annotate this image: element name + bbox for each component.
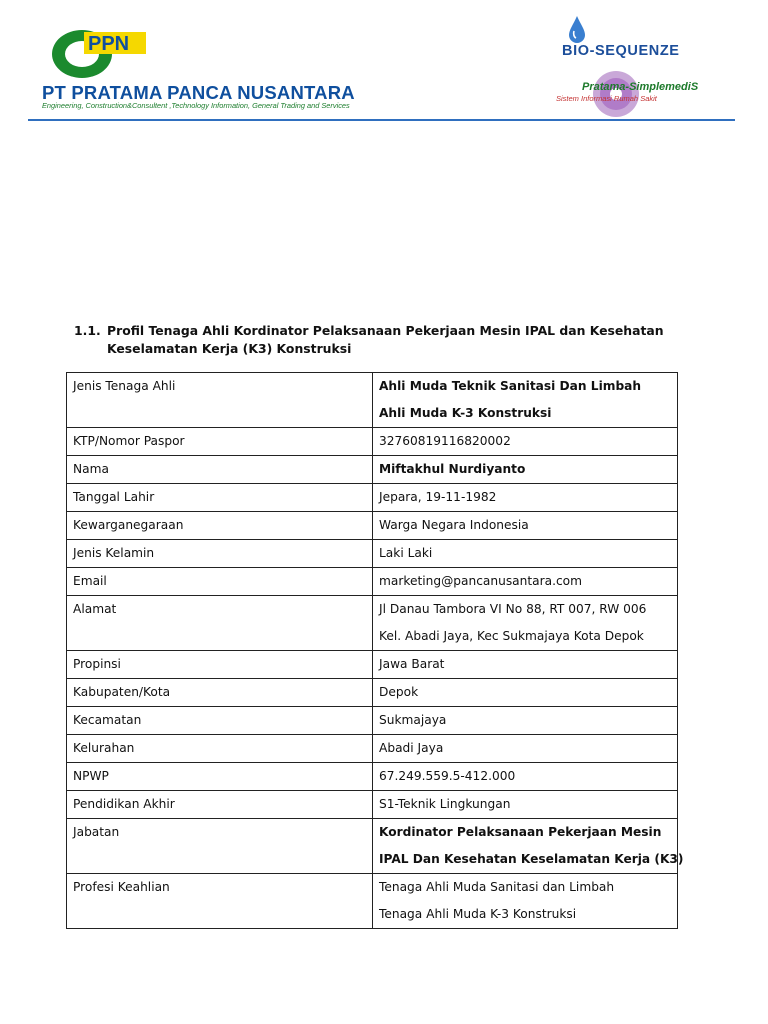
field-value-line: Laki Laki [379, 546, 433, 560]
field-value-line: Warga Negara Indonesia [379, 518, 529, 532]
bio-sequenze-logo: BIO-SEQUENZE [562, 43, 680, 59]
field-value [373, 456, 678, 484]
field-value-line: Kordinator Pelaksanaan Pekerjaan Mesin [379, 825, 662, 839]
pratama-simplemedis-subtitle: Sistem Informasi Rumah Sakit [556, 94, 657, 103]
field-value-line: Jl Danau Tambora VI No 88, RT 007, RW 006 [379, 602, 647, 616]
table-row [67, 707, 678, 735]
field-value [373, 679, 678, 707]
field-label [67, 484, 373, 512]
field-value [373, 596, 678, 651]
field-value-line: Ahli Muda Teknik Sanitasi Dan Limbah [379, 379, 642, 393]
table-row [67, 568, 678, 596]
profile-table [66, 372, 684, 929]
table-row [67, 735, 678, 763]
field-value-line: Kel. Abadi Jaya, Kec Sukmajaya Kota Depok [379, 629, 644, 643]
field-value-line: Tenaga Ahli Muda K-3 Konstruksi [379, 907, 577, 921]
field-value-line: Jawa Barat [379, 657, 445, 671]
field-label-text: Jenis Kelamin [73, 546, 155, 560]
field-value [373, 763, 678, 791]
field-label-text: Profesi Keahlian [73, 880, 170, 894]
table-row [67, 428, 678, 456]
table-row [67, 540, 678, 568]
table-row [67, 512, 678, 540]
field-label-text: Kecamatan [73, 713, 142, 727]
field-value-line: Ahli Muda K-3 Konstruksi [379, 406, 552, 420]
field-value-line: 32760819116820002 [379, 434, 511, 448]
ppn-logo [48, 26, 156, 82]
field-label-text: Alamat [73, 602, 117, 616]
field-label [67, 373, 373, 428]
field-value [373, 651, 678, 679]
field-label [67, 791, 373, 819]
field-label-text: Email [73, 574, 107, 588]
table-row [67, 763, 678, 791]
field-label-text: Tanggal Lahir [73, 490, 155, 504]
field-value [373, 735, 678, 763]
profile-table-body [67, 373, 684, 929]
table-row [67, 596, 678, 651]
field-label [67, 707, 373, 735]
field-label [67, 679, 373, 707]
field-label [67, 735, 373, 763]
field-label [67, 512, 373, 540]
field-label-text: Kabupaten/Kota [73, 685, 171, 699]
field-label-text: KTP/Nomor Paspor [73, 434, 185, 448]
field-value-line: marketing@pancanusantara.com [379, 574, 583, 588]
water-drop-icon [567, 15, 587, 45]
field-value-line: IPAL Dan Kesehatan Keselamatan Kerja (K3) [379, 852, 684, 866]
table-row [67, 651, 678, 679]
field-value-line: Miftakhul Nurdiyanto [379, 462, 526, 476]
table-row [67, 819, 678, 874]
field-label-text: Jabatan [73, 825, 120, 839]
table-row [67, 874, 678, 929]
table-row [67, 373, 678, 428]
section-number: 1.1. [74, 323, 101, 338]
company-tagline: Engineering, Construction&Consultent ,Technology Information, General Trading and Services [42, 101, 350, 110]
field-value [373, 540, 678, 568]
field-label [67, 456, 373, 484]
field-label-text: Kewarganegaraan [73, 518, 184, 532]
letterhead [0, 0, 768, 130]
field-label-text: Kelurahan [73, 741, 135, 755]
company-name: PT PRATAMA PANCA NUSANTARA [42, 82, 355, 103]
field-label-text: Propinsi [73, 657, 121, 671]
field-value [373, 707, 678, 735]
field-value-line: 67.249.559.5-412.000 [379, 769, 516, 783]
field-label [67, 596, 373, 651]
field-value-line: Depok [379, 685, 419, 699]
field-label-text: Jenis Tenaga Ahli [73, 379, 176, 393]
field-label [67, 651, 373, 679]
field-value [373, 373, 678, 428]
field-label-text: NPWP [73, 769, 109, 783]
field-label [67, 819, 373, 874]
field-label-text: Nama [73, 462, 109, 476]
pratama-simplemedis-logo: Pratama-SimplemediS [582, 81, 699, 93]
field-label [67, 763, 373, 791]
field-label [67, 874, 373, 929]
field-value [373, 512, 678, 540]
table-row [67, 484, 678, 512]
field-label-text: Pendidikan Akhir [73, 797, 175, 811]
field-label [67, 540, 373, 568]
field-value [373, 819, 684, 874]
table-row [67, 791, 678, 819]
field-value-line: Abadi Jaya [379, 741, 444, 755]
field-value-line: Sukmajaya [379, 713, 447, 727]
ppn-logo-text: PPN [88, 33, 130, 55]
field-value-line: Tenaga Ahli Muda Sanitasi dan Limbah [379, 880, 615, 894]
field-value-line: S1-Teknik Lingkungan [379, 797, 511, 811]
field-value [373, 874, 678, 929]
field-label [67, 568, 373, 596]
table-row [67, 456, 678, 484]
field-label [67, 428, 373, 456]
field-value [373, 568, 678, 596]
field-value-line: Jepara, 19-11-1982 [379, 490, 497, 504]
header-divider [28, 119, 735, 121]
field-value [373, 791, 678, 819]
field-value [373, 484, 678, 512]
table-row [67, 679, 678, 707]
section-title: Profil Tenaga Ahli Kordinator Pelaksanaan Pekerjaan Mesin IPAL dan Kesehatan Keselamatan Kerja (K3) Konstruksi [107, 323, 664, 356]
field-value [373, 428, 678, 456]
